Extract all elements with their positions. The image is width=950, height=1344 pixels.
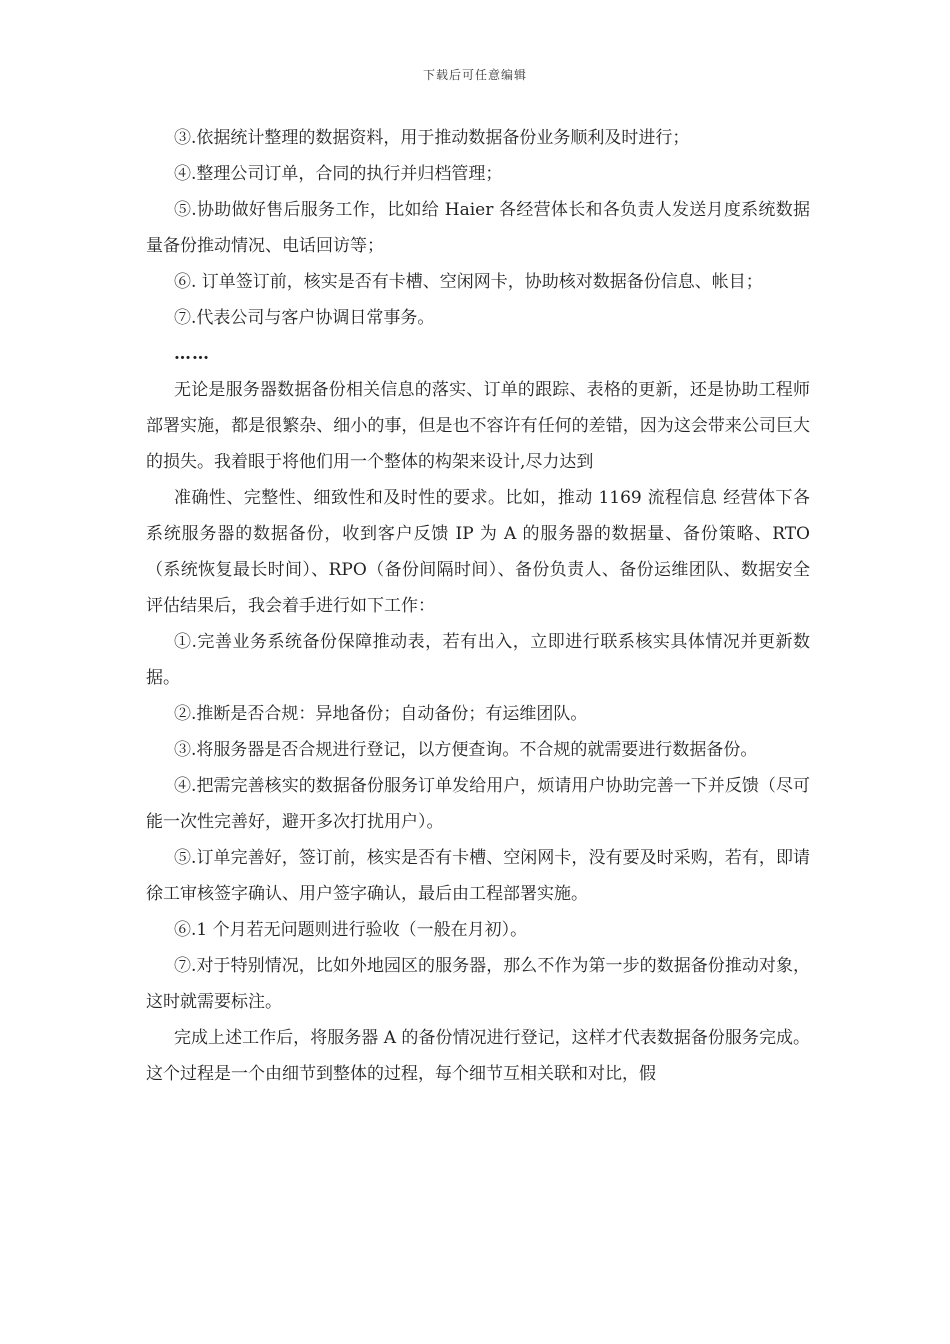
paragraph-step-5: ⑤.订单完善好，签订前，核实是否有卡槽、空闲网卡，没有要及时采购，若有，即请徐工审核签字确认、用户签字确认，最后由工程部署实施。 <box>146 848 810 904</box>
paragraph-item-7: ⑦.代表公司与客户协调日常事务。 <box>174 308 435 328</box>
paragraph-step-3: ③.将服务器是否合规进行登记，以方便查询。不合规的就需要进行数据备份。 <box>174 740 758 760</box>
paragraph-step-4: ④.把需完善核实的数据备份服务订单发给用户，烦请用户协助完善一下并反馈（尽可能一次性完善好，避开多次打扰用户）。 <box>146 776 810 832</box>
paragraph-summary: 无论是服务器数据备份相关信息的落实、订单的跟踪、表格的更新，还是协助工程师部署实施，都是很繁杂、细小的事，但是也不容许有任何的差错，因为这会带来公司巨大的损失。我着眼于将他们用一个整体的构架来设计,尽力达到 <box>146 380 810 472</box>
paragraph-step-7: ⑦.对于特别情况，比如外地园区的服务器，那么不作为第一步的数据备份推动对象，这时就需要标注。 <box>146 956 810 1012</box>
paragraph-ellipsis: …… <box>174 344 210 364</box>
paragraph-step-2: ②.推断是否合规：异地备份；自动备份；有运维团队。 <box>174 704 588 724</box>
paragraph-step-6: ⑥.1 个月若无问题则进行验收（一般在月初）。 <box>174 920 528 940</box>
paragraph-example: 准确性、完整性、细致性和及时性的要求。比如，推动 1169 流程信息 经营体下各系统服务器的数据备份，收到客户反馈 IP 为 A 的服务器的数据量、备份策略、RTO（系统恢复最长时间）、RPO（备份间隔时间）、备份负责人、备份运维团队、数据安全评估结果后，我会着手进行如下工作： <box>146 488 810 616</box>
paragraph-item-4: ④.整理公司订单，合同的执行并归档管理； <box>174 164 503 184</box>
paragraph-item-5: ⑤.协助做好售后服务工作，比如给 Haier 各经营体长和各负责人发送月度系统数据量备份推动情况、电话回访等； <box>146 200 810 256</box>
document-body <box>146 120 810 1092</box>
page-header-note: 下载后可任意编辑 <box>422 68 527 82</box>
paragraph-conclusion: 完成上述工作后，将服务器 A 的备份情况进行登记，这样才代表数据备份服务完成。这个过程是一个由细节到整体的过程，每个细节互相关联和对比，假 <box>146 1028 810 1084</box>
paragraph-item-6: ⑥. 订单签订前，核实是否有卡槽、空闲网卡，协助核对数据备份信息、帐目； <box>174 272 763 292</box>
paragraph-item-3: ③.依据统计整理的数据资料，用于推动数据备份业务顺利及时进行； <box>174 128 690 148</box>
paragraph-step-1: ①.完善业务系统备份保障推动表，若有出入，立即进行联系核实具体情况并更新数据。 <box>146 632 810 688</box>
